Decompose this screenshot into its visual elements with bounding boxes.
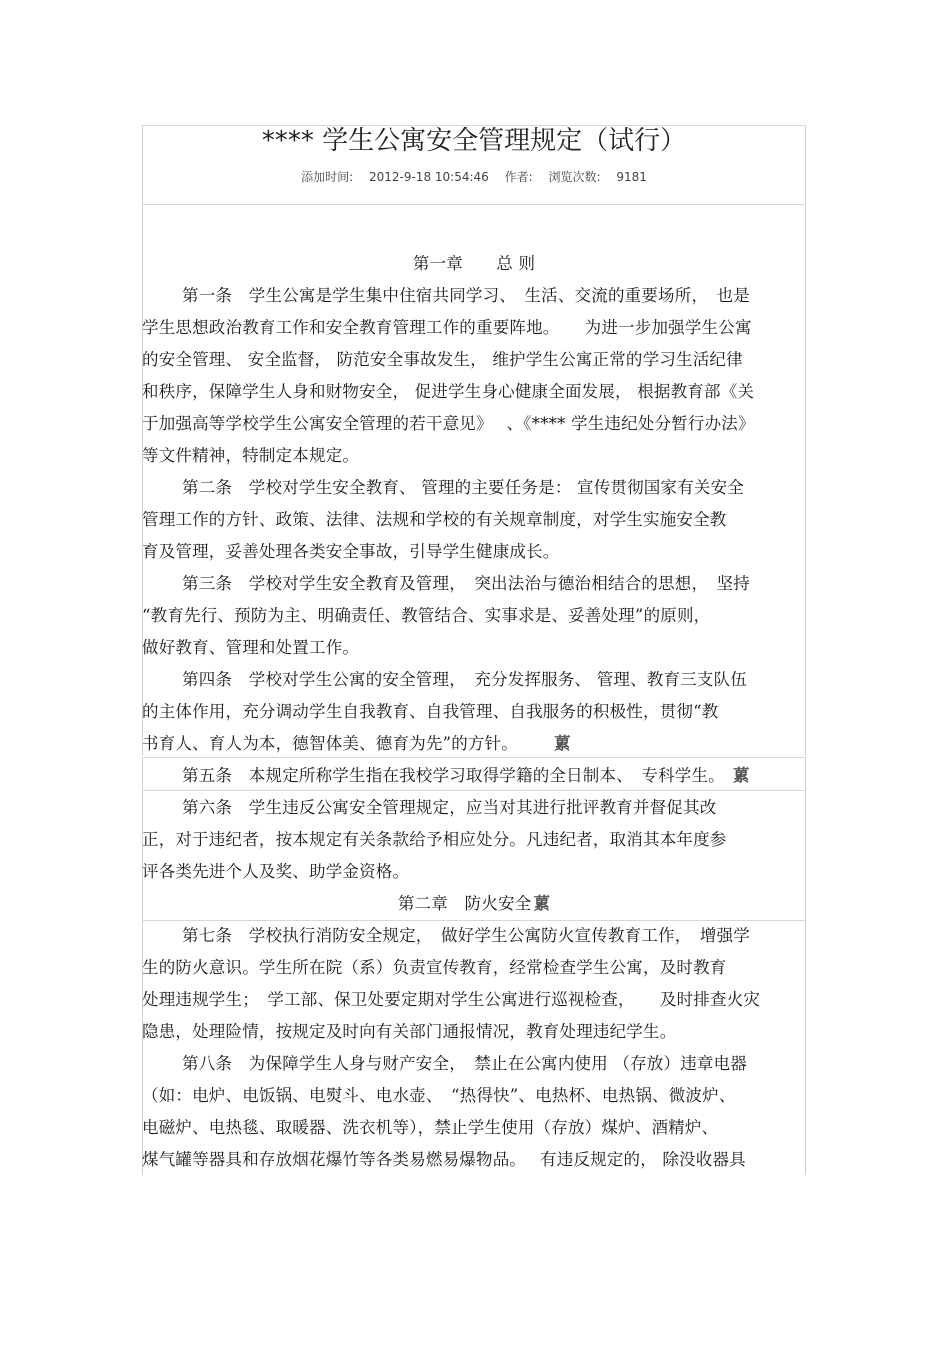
added-time-value: 2012-9-18 10:54:46 <box>368 170 489 184</box>
article-six-line: 第六条 学生违反公寓安全管理规定，应当对其进行批评教育并督促其改 <box>182 798 717 817</box>
chapter-one-heading: 第一章 总 则 <box>412 254 536 273</box>
article-seven-line: 生的防火意识。学生所在院（系）负责宣传教育，经常检查学生公寓，及时教育 <box>142 958 727 977</box>
article-seven-line: 第七条 学校执行消防安全规定， 做好学生公寓防火宣传教育工作， 增强学 <box>182 926 750 945</box>
article-two-line: 管理工作的方针、政策、法律、法规和学校的有关规章制度，对学生实施安全教 <box>142 510 727 529</box>
article-eight-line: 煤气罐等器具和存放烟花爆竹等各类易燃易爆物品。 有违反规定的， 除没收器具 <box>142 1150 746 1169</box>
article-three-line: 做好教育、管理和处置工作。 <box>142 638 360 657</box>
article-three-line: 第三条 学校对学生安全教育及管理， 突出法治与德治相结合的思想， 坚持 <box>182 574 750 593</box>
article-one-line: 的安全管理、 安全监督， 防范安全事故发生， 维护学生公寓正常的学习生活纪律 <box>142 350 743 369</box>
article-four-text: 书育人、育人为本，德智体美、德育为先”的方针。 <box>142 734 519 753</box>
view-count-label: 浏览次数: <box>548 170 601 184</box>
article-eight-line: 第八条 为保障学生人身与财产安全， 禁止在公寓内使用 （存放）违章电器 <box>182 1054 747 1073</box>
article-two-line: 育及管理，妥善处理各类安全事故，引导学生健康成长。 <box>142 542 560 561</box>
article-one-line: 和秩序，保障学生人身和财物安全， 促进学生身心健康全面发展， 根据教育部《关 <box>142 382 755 401</box>
view-count-value: 9181 <box>616 170 647 184</box>
article-four-line <box>142 728 806 760</box>
chapter-two-text: 第二章 防火安全 <box>397 894 532 913</box>
article-seven-line: 处理违规学生； 学工部、保卫处要定期对学生公寓进行巡视检查， 及时排查火灾 <box>142 990 761 1009</box>
article-one-line: 等文件精神，特制定本规定。 <box>142 446 360 465</box>
article-three-line: “教育先行、预防为主、明确责任、教管结合、实事求是、妥善处理”的原则， <box>142 606 711 625</box>
article-five-text: 第五条 本规定所称学生指在我校学习取得学籍的全日制本、 专科学生。 <box>182 766 725 785</box>
ocr-artifact-glyph: 蔂 <box>732 766 750 785</box>
document-title: **** 学生公寓安全管理规定（试行） <box>261 126 687 156</box>
document-body <box>142 248 806 1176</box>
article-eight-line: （如：电炉、电饭锅、电熨斗、电水壶、 “热得快”、电热杯、电热锅、微波炉、 <box>142 1086 736 1105</box>
article-seven-line: 隐患，处理险情，按规定及时向有关部门通报情况，教育处理违纪学生。 <box>142 1022 677 1041</box>
article-six-line: 评各类先进个人及奖、助学金资格。 <box>142 862 410 881</box>
article-five-line <box>142 760 806 792</box>
article-one-line: 于加强高等学校学生公寓安全管理的若干意见》 、《**** 学生违纪处分暂行办法》 <box>142 414 755 433</box>
author-label: 作者: <box>504 170 533 184</box>
article-two-line: 第二条 学校对学生安全教育、 管理的主要任务是： 宣传贯彻国家有关安全 <box>182 478 744 497</box>
article-six-line: 正，对于违纪者，按本规定有关条款给予相应处分。凡违纪者，取消其本年度参 <box>142 830 727 849</box>
article-one-line: 第一条 学生公寓是学生集中住宿共同学习、 生活、交流的重要场所， 也是 <box>182 286 750 305</box>
article-four-line: 的主体作用，充分调动学生自我教育、自我管理、自我服务的积极性，贯彻“教 <box>142 702 719 721</box>
ocr-artifact-glyph: 蔂 <box>554 734 571 753</box>
article-one-line: 学生思想政治教育工作和安全教育管理工作的重要阵地。 为进一步加强学生公寓 <box>142 318 752 337</box>
chapter-two-heading <box>142 888 806 920</box>
ocr-artifact-glyph: 蔂 <box>533 894 551 913</box>
article-eight-line: 电磁炉、电热毯、取暖器、洗衣机等），禁止学生使用（存放）煤炉、酒精炉、 <box>142 1118 719 1137</box>
added-time-label: 添加时间: <box>301 170 354 184</box>
article-four-line: 第四条 学校对学生公寓的安全管理， 充分发挥服务、 管理、教育三支队伍 <box>182 670 747 689</box>
document-meta <box>142 168 806 186</box>
